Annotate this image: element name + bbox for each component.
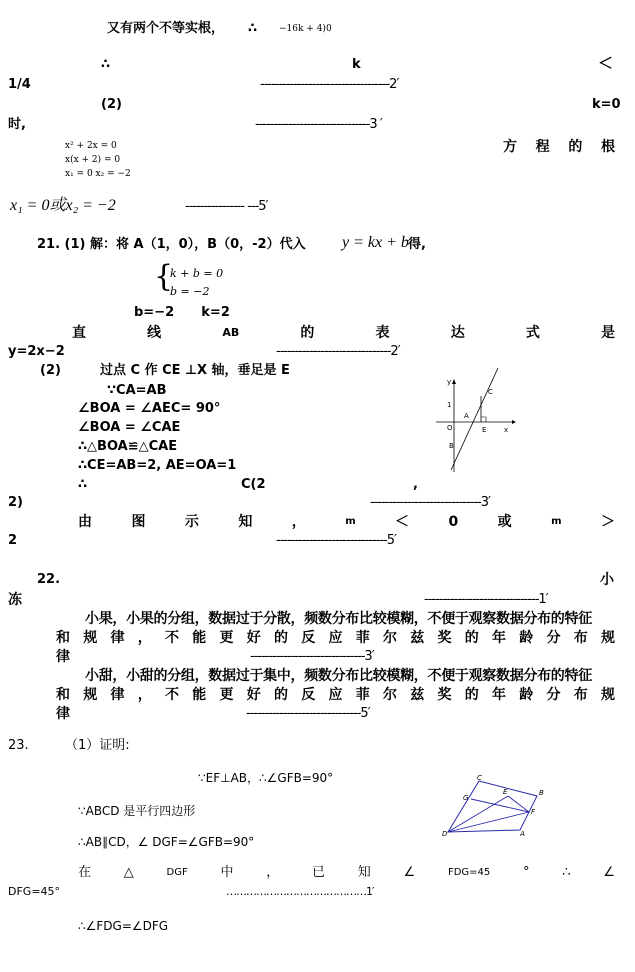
y-axis-arrow	[452, 379, 456, 384]
q21-sys1: k + b = 0	[170, 267, 224, 280]
graph-e-label: E	[482, 426, 487, 434]
q20-l4-k0: k=0	[592, 97, 621, 112]
q20-l2-therefore: ∴	[101, 57, 111, 72]
char: 反	[301, 630, 316, 646]
word: ，	[291, 514, 306, 530]
para-b-label: B	[539, 789, 544, 797]
segment-df	[448, 812, 529, 832]
word: 由	[78, 514, 92, 530]
char: 兹	[410, 630, 425, 646]
graph-b-label: B	[449, 442, 454, 450]
char: 的	[274, 630, 288, 646]
word: ＜	[395, 514, 410, 530]
q22-p2-line2	[56, 687, 615, 703]
q21-s7-value: 2)	[8, 495, 23, 510]
word: 达	[450, 325, 465, 341]
q22-p2-line1: 小甜，小甜的分组，数据过于集中，频数分布比较模糊，不便于观察数据分布的特征	[85, 668, 592, 684]
char: 律	[110, 687, 125, 703]
q23-part1: （1）证明:	[65, 738, 130, 753]
graph-a-label: A	[464, 412, 469, 420]
word: △	[123, 865, 134, 880]
x-axis-arrow	[512, 420, 516, 424]
graph-y-label: y	[447, 378, 452, 386]
q21-head: 21. (1) 解：将 A（1，0），B（0，-2）代入	[37, 237, 306, 252]
q21-s6-c: C(2	[241, 477, 266, 492]
word: ∠	[403, 865, 416, 880]
q20-line1	[107, 21, 224, 37]
q22-dots1: -------------------------------1′	[424, 592, 548, 607]
char: 能	[192, 687, 207, 703]
q20-l2-lt: ＜	[598, 54, 614, 72]
char: 规	[83, 630, 98, 646]
char: 分	[546, 687, 561, 703]
char: 菲	[355, 687, 370, 703]
q20-l5-dots: -------------------------------3 ′	[255, 117, 382, 132]
q20-answer: x₁ = 0或x₂ = −2	[10, 197, 116, 214]
q20-l1-formula: −16k + 4)0	[279, 24, 332, 34]
q20-l1-text: 又有两个不等实根，	[107, 21, 225, 36]
word: 是	[601, 325, 615, 341]
char: ，	[137, 630, 152, 646]
right-angle-mark	[481, 417, 486, 422]
q21-m-dots: ------------------------------5′	[276, 533, 396, 548]
char: 和	[56, 630, 70, 646]
word: m	[345, 516, 356, 527]
q20-l5-shi: 时,	[8, 117, 26, 132]
char: 更	[219, 687, 234, 703]
char: 规	[83, 687, 98, 703]
q21-expr-value: y=2x−2	[8, 344, 65, 359]
graph-c-label: C	[488, 388, 493, 396]
char: 菲	[355, 630, 370, 646]
graph-one-label: 1	[447, 401, 452, 409]
line-ab	[451, 368, 498, 470]
segment-de	[448, 796, 508, 832]
q21-system-brace: {	[154, 259, 174, 294]
word: °	[523, 865, 530, 880]
q21-p2-label: (2)	[40, 363, 61, 378]
q23-parallelogram-figure	[437, 772, 552, 840]
word: ，	[266, 865, 280, 880]
word: 已	[312, 865, 326, 880]
q20-eq2: x(x + 2) = 0	[65, 155, 121, 165]
char: 的	[464, 687, 479, 703]
char: 和	[56, 687, 70, 703]
word: 式	[525, 325, 540, 341]
q20-l1-therefore: ∴	[248, 21, 258, 36]
char: 的	[274, 687, 288, 703]
q21-expr-dots: -------------------------------2′	[276, 344, 400, 359]
word: 根	[600, 139, 615, 155]
word: 表	[375, 325, 390, 341]
para-e-label: E	[503, 788, 508, 796]
char: 应	[328, 630, 343, 646]
q23-num: 23.	[8, 738, 29, 753]
q21-m-value: 2	[8, 533, 18, 548]
q22-dots2: -------------------------------3′	[250, 649, 374, 664]
q20-eq1: x² + 2x = 0	[65, 141, 117, 151]
q23-l1: ∵EF⊥AB，∴∠GFB=90°	[198, 771, 334, 785]
q21-head-end: 得,	[408, 237, 426, 252]
q23-l4-words	[78, 865, 615, 881]
para-c-label: C	[477, 774, 482, 782]
char: 布	[573, 687, 588, 703]
word: 或	[497, 514, 512, 530]
q21-m-words	[78, 514, 615, 530]
q21-s2: ∠BOA = ∠AEC= 90°	[78, 401, 221, 416]
para-d-label: D	[442, 830, 448, 838]
q22-dong: 冻	[8, 592, 22, 608]
q23-l5-dots: ……………………………………1′	[226, 885, 374, 898]
char: 尔	[383, 687, 397, 703]
word: 知	[357, 865, 371, 880]
word: ∴	[562, 865, 571, 880]
char: 能	[192, 630, 207, 646]
q20-l5-words	[503, 139, 615, 155]
char: ，	[137, 687, 152, 703]
q22-dots3: -------------------------------5′	[246, 706, 370, 721]
q20-l3-dots: -----------------------------------2′	[260, 77, 399, 92]
q21-s5: ∴CE=AB=2, AE=OA=1	[78, 458, 237, 473]
word: ＞	[600, 514, 615, 530]
word: 0	[448, 514, 459, 530]
q21-solution: b=−2 k=2	[134, 305, 230, 320]
word: 知	[238, 514, 253, 530]
q23-l5-start: DFG=45°	[8, 885, 61, 898]
word: 线	[147, 325, 162, 341]
q21-expr-words	[72, 325, 615, 341]
char: 布	[573, 630, 588, 646]
q21-sys2: b = −2	[170, 285, 210, 298]
q20-eq3: x₁ = 0 x₂ = −2	[65, 169, 131, 179]
word: DGF	[166, 867, 188, 878]
q21-s7-dots: ------------------------------3′	[370, 495, 490, 510]
q22-num: 22.	[37, 572, 61, 587]
q21-coordinate-graph	[434, 360, 518, 475]
char: 奖	[437, 630, 452, 646]
char: 不	[165, 630, 179, 646]
q21-s1: ∵CA=AB	[107, 383, 167, 398]
word: 图	[131, 514, 146, 530]
char: 龄	[519, 630, 534, 646]
q21-s4: ∴△BOA≌△CAE	[78, 439, 178, 454]
char: 规	[601, 630, 615, 646]
graph-x-label: x	[504, 426, 509, 434]
q22-xiao: 小	[600, 572, 614, 588]
q20-answer-dots: ---------------- ---5′	[185, 199, 268, 214]
q21-s6-therefore: ∴	[78, 477, 88, 492]
word: m	[551, 516, 562, 527]
para-a-label: A	[520, 830, 525, 838]
q21-p2-text: 过点 C 作 CE ⊥X 轴，垂足是 E	[100, 363, 290, 378]
q22-p1-line2	[56, 630, 615, 646]
word: 程	[535, 139, 550, 155]
word: 直	[72, 325, 86, 341]
char: 更	[219, 630, 234, 646]
q21-s3: ∠BOA = ∠CAE	[78, 420, 181, 435]
char: 反	[301, 687, 316, 703]
word: 的	[300, 325, 315, 341]
word: 示	[184, 514, 199, 530]
q23-l2: ∵ABCD 是平行四边形	[78, 804, 196, 818]
word: 方	[503, 139, 517, 155]
word: 的	[568, 139, 583, 155]
char: 龄	[519, 687, 534, 703]
char: 尔	[383, 630, 397, 646]
char: 年	[492, 687, 506, 703]
char: 兹	[410, 687, 425, 703]
char: 分	[546, 630, 561, 646]
q21-s6-comma: ,	[413, 477, 418, 492]
word: AB	[222, 326, 240, 339]
char: 的	[464, 630, 479, 646]
word: FDG=45	[447, 867, 491, 878]
char: 好	[246, 630, 261, 646]
para-f-label: F	[531, 808, 536, 816]
q20-l4-part: (2)	[101, 97, 122, 112]
q22-p1-line3: 律	[56, 649, 70, 665]
q20-l3-quarter: 1/4	[8, 77, 31, 92]
char: 好	[246, 687, 261, 703]
q21-head-formula: y = kx + b	[342, 234, 409, 251]
char: 年	[492, 630, 506, 646]
word: ∠	[603, 865, 615, 880]
char: 律	[110, 630, 125, 646]
word: 在	[78, 865, 92, 880]
char: 规	[601, 687, 615, 703]
graph-origin-label: O	[447, 424, 453, 432]
word: 中	[220, 865, 234, 880]
q23-l6: ∴∠FDG=∠DFG	[78, 919, 169, 933]
para-g-label: G	[463, 794, 469, 802]
q23-l3: ∴AB∥CD，∠ DGF=∠GFB=90°	[78, 835, 255, 849]
char: 应	[328, 687, 343, 703]
char: 奖	[437, 687, 452, 703]
q22-p1-line1: 小果，小果的分组，数据过于分散，频数分布比较模糊，不便于观察数据分布的特征	[85, 611, 592, 627]
q22-p2-line3: 律	[56, 706, 70, 722]
char: 不	[165, 687, 179, 703]
q20-l2-k: k	[352, 57, 361, 72]
